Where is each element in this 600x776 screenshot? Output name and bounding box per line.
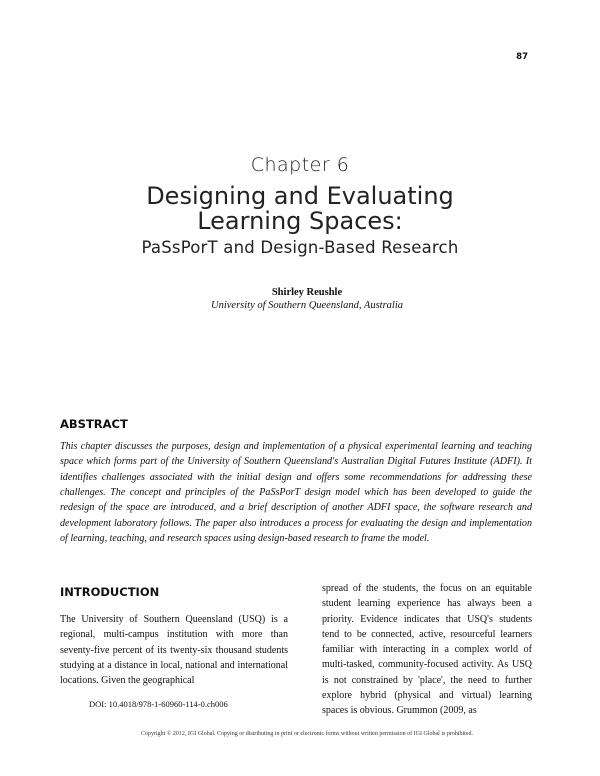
chapter-subtitle: PaSsPorT and Design-Based Research [141,238,459,257]
chapter-label: Chapter 6 [250,154,350,176]
chapter-title-line-2: Learning Spaces: [197,207,403,235]
introduction-left-column: The University of Southern Queensland (USQ) is a regional, multi-campus institution with more than seventy-five percent of its twenty-six thousand students studying at a distance in local, national and international locations. Given the geographical [60,614,288,687]
author-affiliation: University of Southern Queensland, Australia [211,300,403,311]
introduction-heading: INTRODUCTION [60,585,160,599]
doi-line: DOI: 10.4018/978-1-60960-114-0.ch006 [89,699,228,709]
author-name: Shirley Reushle [271,287,343,298]
copyright-notice: Copyright © 2012, IGI Global. Copying or distributing in print or electronic forms without written permission of IGI Global is prohibited. [140,731,473,737]
page-number: 87 [516,52,528,62]
introduction-right-column: spread of the students, the focus on an equitable student learning experience has always been a priority. Evidence indicates that USQ's students tend to be connected, active, resourceful learners familiar with interacting in a complex world of multi-tasked, community-focused activity. As USQ is not constrained by 'place', the need to further explore hybrid (physical and virtual) learning spaces is obvious. Grummon (2009, as [322,583,532,717]
abstract-heading: ABSTRACT [60,417,128,431]
abstract-text: This chapter discusses the purposes, design and implementation of a physical experimental learning and teaching space which forms part of the University of Southern Queensland's Australian Digital Futures Institute (ADFI). It identifies challenges associated with the initial design and offers some recommendations for addressing these challenges. The concept and principles of the PaSsPorT design model which has been developed to guide the redesign of the space are introduced, and a brief description of another ADFI space, the software research and development laboratory follows. The paper also introduces a process for evaluating the design and implementation of learning, teaching, and research spaces using design-based research to frame the model. [60,441,532,545]
chapter-title-line-1: Designing and Evaluating [146,182,454,210]
